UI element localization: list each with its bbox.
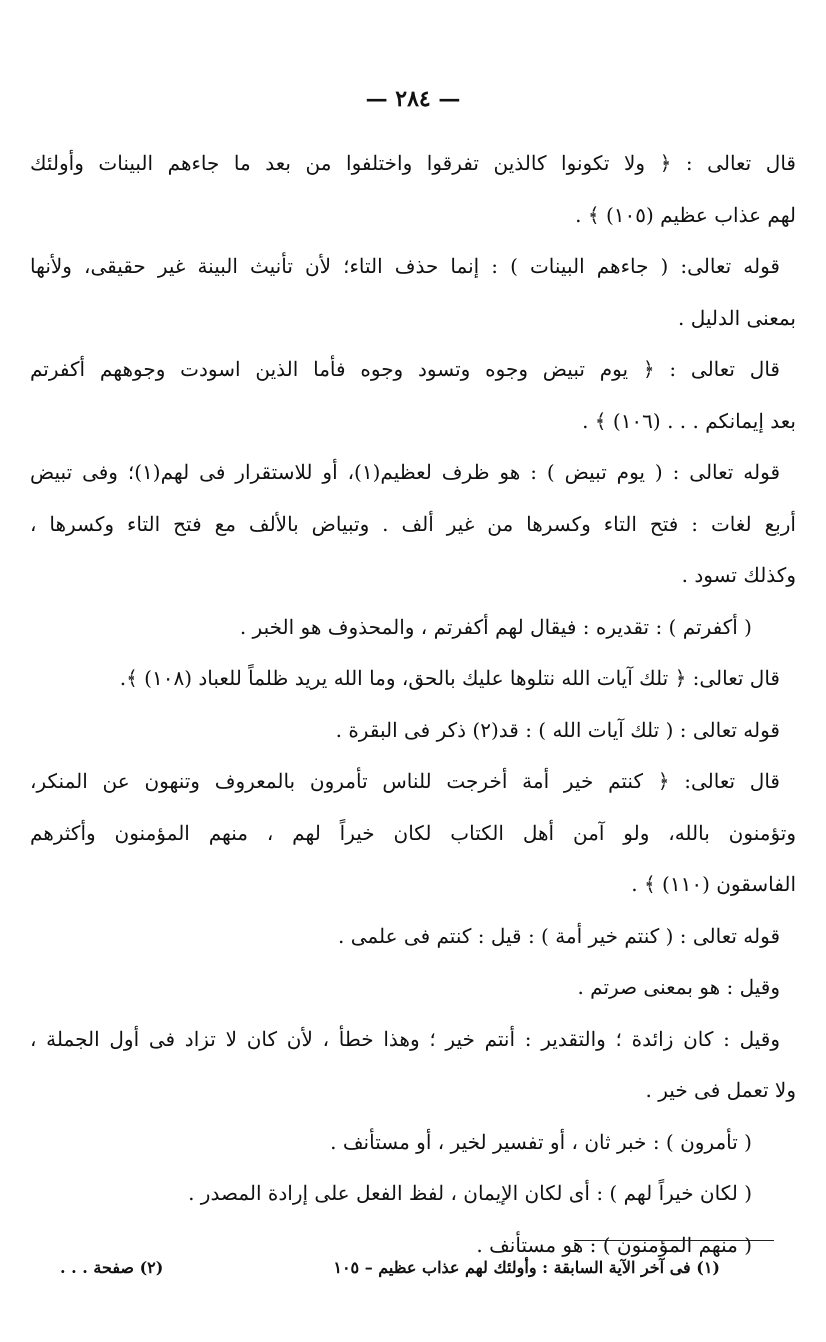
text-line: وكذلك تسود . (681, 563, 796, 587)
text-line: قال تعالى : ﴿ ولا تكونوا كالذين تفرقوا واختلفوا من بعد ما جاءهم البينات وأولئك (30, 151, 796, 175)
text-line: ( لكان خيراً لهم ) : أى لكان الإيمان ، لفظ الفعل على إرادة المصدر . (188, 1181, 752, 1205)
text-line: قوله تعالى : ( تلك آيات الله ) : قد(٢) ذكر فى البقرة . (335, 717, 780, 742)
text-line: أربع لغات : فتح التاء وكسرها من غير ألف . وتبياض بالألف مع فتح التاء وكسرها ، (30, 511, 796, 536)
text-line: الفاسقون (١١٠) ﴾ . (631, 872, 796, 896)
text-line: لهم عذاب عظيم (١٠٥) ﴾ . (575, 202, 796, 227)
text-line: بعد إيمانكم . . . (١٠٦) ﴾ . (582, 408, 796, 433)
text-line: قوله تعالى : ( يوم تبيض ) : هو ظرف لعظيم(١)، أو للاستقرار فى لهم(١)؛ وفى تبيض (30, 460, 780, 484)
footnotes (60, 1258, 720, 1277)
text-line: ( تأمرون ) : خبر ثان ، أو تفسير لخير ، أو مستأنف . (330, 1129, 752, 1154)
text-line: ( منهم المؤمنون ) : هو مستأنف . (476, 1232, 752, 1257)
text-line: ولا تعمل فى خير . (645, 1078, 796, 1102)
text-line: قال تعالى: ﴿ تلك آيات الله نتلوها عليك بالحق، وما الله يريد ظلماً للعباد (١٠٨) ﴾. (119, 666, 780, 690)
text-line: وقيل : هو بمعنى صرتم . (577, 975, 780, 999)
footnote-1: (١) فى آخر الآية السابقة : وأولئك لهم عذاب عظيم – ١٠٥ (333, 1258, 720, 1277)
text-line: بمعنى الدليل . (678, 305, 796, 330)
footnote-2: (٢) صفحة . . . (60, 1258, 164, 1277)
text-line: قال تعالى: ﴿ كنتم خير أمة أخرجت للناس تأمرون بالمعروف وتنهون عن المنكر، (30, 769, 780, 793)
text-line: وتؤمنون بالله، ولو آمن أهل الكتاب لكان خيراً لهم ، منهم المؤمنون وأكثرهم (30, 820, 796, 845)
text-line: وقيل : كان زائدة ؛ والتقدير : أنتم خير ؛ وهذا خطأ ، لأن كان لا تزاد فى أول الجملة ، (30, 1026, 780, 1051)
text-line: ( أكفرتم ) : تقديره : فيقال لهم أكفرتم ، والمحذوف هو الخبر . (239, 614, 752, 639)
page-body (30, 140, 796, 1273)
page-number: — ٢٨٤ — (365, 86, 461, 112)
text-line: قوله تعالى : ( كنتم خير أمة ) : قيل : كنتم فى علمى . (338, 923, 780, 948)
text-line: قوله تعالى: ( جاءهم البينات ) : إنما حذف التاء؛ لأن تأنيث البينة غير حقيقى، ولأنها (30, 254, 780, 278)
footnote-divider (574, 1240, 774, 1241)
text-line: قال تعالى : ﴿ يوم تبيض وجوه وتسود وجوه فأما الذين اسودت وجوههم أكفرتم (30, 357, 780, 381)
